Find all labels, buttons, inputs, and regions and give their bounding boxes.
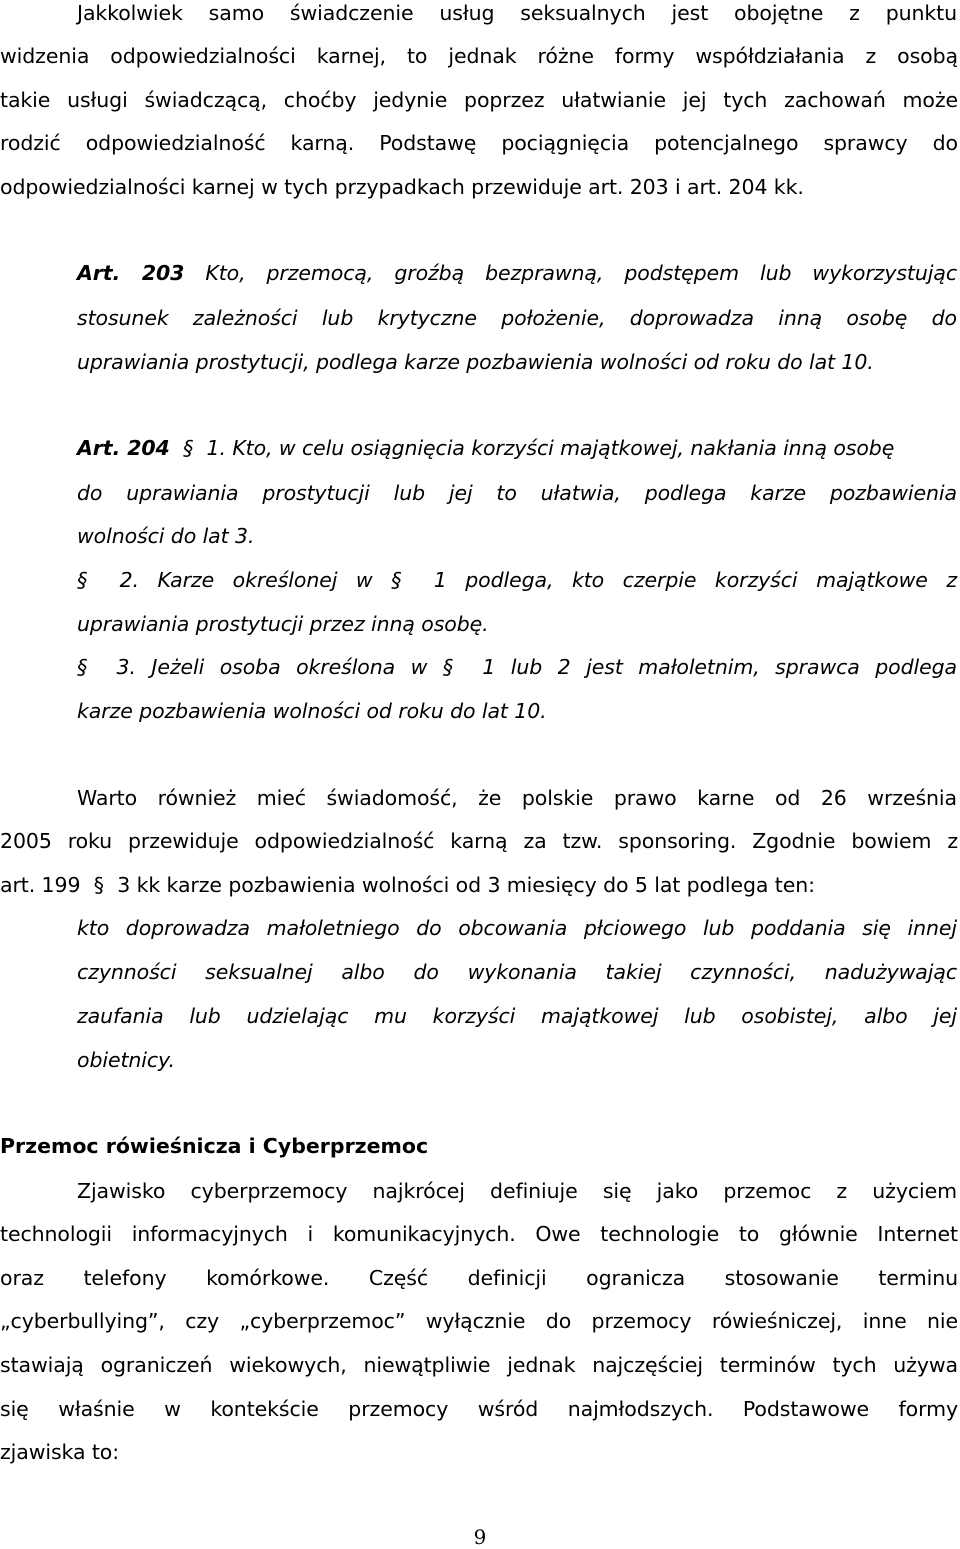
- art-204-text: 1. Kto, w celu osiągnięcia korzyści majątkowej, nakłania inną osobę: [206, 436, 895, 460]
- quote-line: obietnicy.: [77, 1048, 175, 1072]
- paragraph-line: art. 199 § 3 kk karze pozbawienia wolności od 3 miesięcy do 5 lat podlega ten:: [0, 873, 815, 897]
- art-204-line: [77, 435, 957, 461]
- paragraph-line: zjawiska to:: [0, 1440, 120, 1464]
- section-sign: §: [442, 655, 453, 679]
- quote-line: kto doprowadza małoletniego do obcowania płciowego lub poddania się innej: [77, 916, 957, 940]
- quote-line: czynności seksualnej albo do wykonania takiej czynności, nadużywając: [77, 960, 957, 984]
- paragraph-line: Warto również mieć świadomość, że polskie prawo karne od 26 września: [77, 786, 957, 810]
- art-203-line: stosunek zależności lub krytyczne położenie, doprowadza inną osobę do: [77, 306, 957, 330]
- page-number: 9: [473, 1525, 487, 1549]
- art-203-text: Kto, przemocą, groźbą bezprawną, podstępem lub wykorzystując: [184, 261, 957, 285]
- art-204-line: karze pozbawienia wolności od roku do lat 10.: [77, 699, 547, 723]
- art-204-para-3: § 3. Jeżeli osoba określona w § 1 lub 2 jest małoletnim, sprawca podlega: [77, 655, 957, 679]
- section-sign: §: [391, 568, 402, 592]
- art-203-label: Art. 203: [77, 261, 185, 285]
- paragraph-line: oraz telefony komórkowe. Część definicji ogranicza stosowanie terminu: [0, 1266, 958, 1290]
- paragraph-line: Zjawisko cyberprzemocy najkrócej definiuje się jako przemoc z użyciem: [77, 1179, 957, 1203]
- section-sign: §: [93, 873, 104, 897]
- paragraph-line: Jakkolwiek samo świadczenie usług seksualnych jest obojętne z punktu: [77, 1, 957, 25]
- paragraph-line: odpowiedzialności karnej w tych przypadkach przewiduje art. 203 i art. 204 kk.: [0, 175, 804, 199]
- quote-line: zaufania lub udzielając mu korzyści majątkowej lub osobistej, albo jej: [77, 1004, 957, 1028]
- paragraph-line: się właśnie w kontekście przemocy wśród najmłodszych. Podstawowe formy: [0, 1397, 958, 1421]
- art-204-label: Art. 204: [77, 436, 170, 460]
- paragraph-line: 2005 roku przewiduje odpowiedzialność karną za tzw. sponsoring. Zgodnie bowiem z: [0, 829, 958, 853]
- art-204-line: do uprawiania prostytucji lub jej to ułatwia, podlega karze pozbawienia: [77, 481, 957, 505]
- paragraph-line: widzenia odpowiedzialności karnej, to jednak różne formy współdziałania z osobą: [0, 44, 958, 68]
- art-203-line: [77, 260, 957, 286]
- paragraph-line: stawiają ograniczeń wiekowych, niewątpliwie jednak najczęściej terminów tych używa: [0, 1353, 958, 1377]
- section-sign: §: [77, 655, 88, 679]
- section-heading: Przemoc rówieśnicza i Cyberprzemoc: [0, 1134, 429, 1158]
- art-203-line: uprawiania prostytucji, podlega karze pozbawienia wolności od roku do lat 10.: [77, 350, 874, 374]
- paragraph-line: technologii informacyjnych i komunikacyjnych. Owe technologie to głównie Internet: [0, 1222, 958, 1246]
- art-204-line: wolności do lat 3.: [77, 524, 255, 548]
- section-sign: §: [183, 436, 194, 460]
- paragraph-line: „cyberbullying”, czy „cyberprzemoc” wyłącznie do przemocy rówieśniczej, inne nie: [0, 1309, 958, 1333]
- art-204-para-2: § 2. Karze określonej w § 1 podlega, kto czerpie korzyści majątkowe z: [77, 568, 958, 592]
- paragraph-line: takie usługi świadczącą, choćby jedynie poprzez ułatwianie jej tych zachowań może: [0, 88, 958, 112]
- paragraph-line: rodzić odpowiedzialność karną. Podstawę pociągnięcia potencjalnego sprawcy do: [0, 131, 958, 155]
- section-sign: §: [77, 568, 88, 592]
- art-204-line: uprawiania prostytucji przez inną osobę.: [77, 612, 489, 636]
